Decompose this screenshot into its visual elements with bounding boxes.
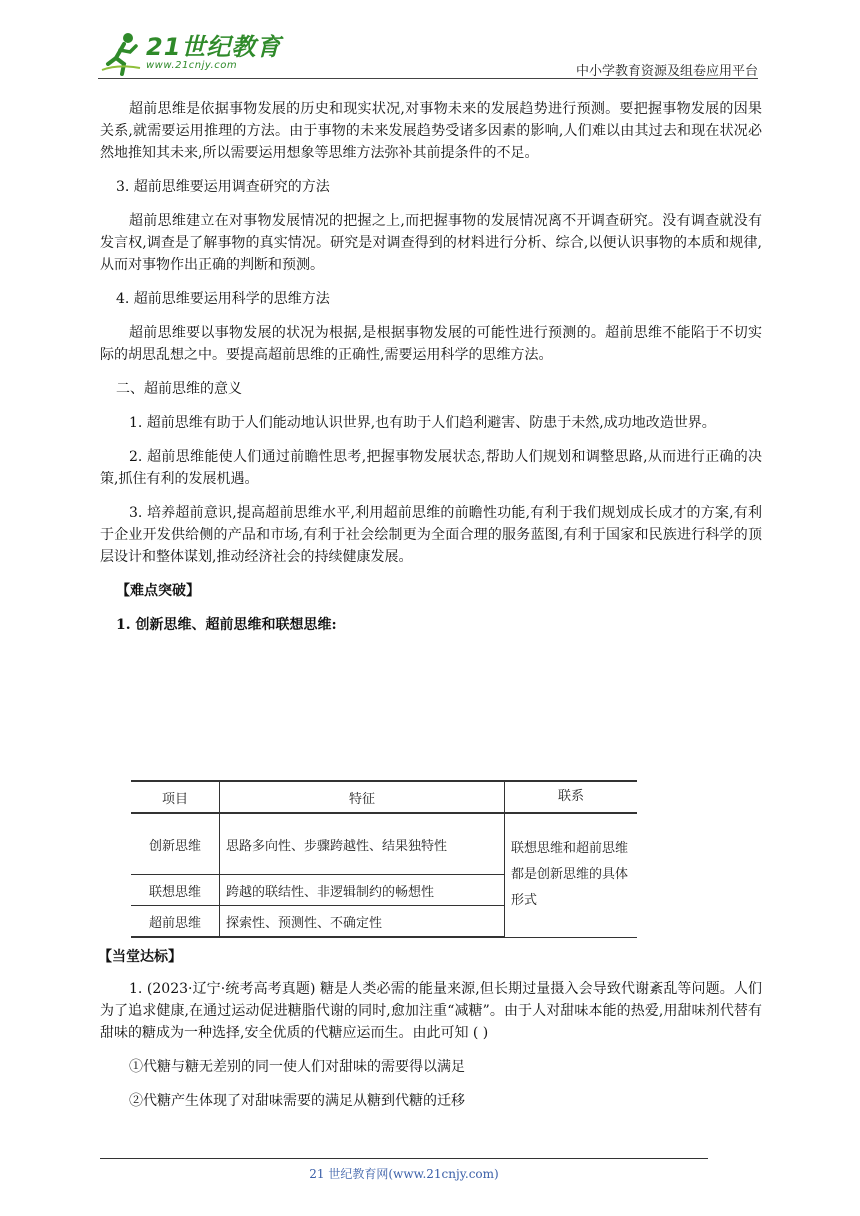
subheading: 4. 超前思维要运用科学的思维方法 — [116, 291, 330, 307]
table-cell-feature: 探索性、预测性、不确定性 — [220, 906, 505, 938]
table-header-item: 项目 — [131, 781, 220, 813]
paragraph: 3. 培养超前意识,提高超前思维水平,利用超前思维的前瞻性功能,有利于我们规划成长成才的方案,有利于企业开发供给侧的产品和市场,有利于社会绘制更为全面合理的服务蓝图,有利于国家和民族进行科学的顶层设计和整体谋划,推动经济社会的持续健康发展。 — [100, 505, 762, 565]
option-1: ①代糖与糖无差别的同一使人们对甜味的需要得以满足 — [129, 1059, 465, 1075]
logo-main-text: 21世纪教育 — [146, 33, 282, 61]
table-header-feature: 特征 — [220, 781, 505, 813]
paragraph: 1. 超前思维有助于人们能动地认识世界,也有助于人们趋利避害、防患于未然,成功地改造世界。 — [129, 415, 716, 431]
platform-name: 中小学教育资源及组卷应用平台 — [575, 64, 758, 79]
table-cell-item: 联想思维 — [131, 875, 220, 906]
practice-title: 【当堂达标】 — [98, 949, 182, 965]
difficulty-item: 1. 创新思维、超前思维和联想思维: — [116, 617, 337, 633]
section-heading: 二、超前思维的意义 — [116, 381, 242, 397]
page-header — [98, 30, 758, 80]
logo-sub-text: www.21cnjy.com — [146, 60, 238, 71]
main-content — [100, 98, 762, 648]
running-person-icon — [98, 30, 144, 76]
footer-divider — [100, 1158, 708, 1159]
table-cell-item: 创新思维 — [131, 813, 220, 875]
site-logo[interactable] — [98, 30, 281, 76]
table-cell-feature: 跨越的联结性、非逻辑制约的畅想性 — [220, 875, 505, 906]
paragraph: 2. 超前思维能使人们通过前瞻性思考,把握事物发展状态,帮助人们规划和调整思路,从而进行正确的决策,抓住有利的发展机遇。 — [100, 449, 762, 487]
table-header-relation: 联系 — [505, 781, 638, 813]
difficulty-title: 【难点突破】 — [116, 583, 200, 599]
comparison-table — [131, 780, 637, 938]
paragraph: 超前思维建立在对事物发展情况的把握之上,而把握事物的发展情况离不开调查研究。没有调查就没有发言权,调查是了解事物的真实情况。研究是对调查得到的材料进行分析、综合,以便认识事物的本质和规律,从而对事物作出正确的判断和预测。 — [100, 213, 762, 273]
footer-link[interactable]: 21 世纪教育网(www.21cnjy.com) — [309, 1167, 499, 1181]
header-divider — [98, 78, 758, 79]
table-cell-item: 超前思维 — [131, 906, 220, 938]
paragraph: 超前思维要以事物发展的状况为根据,是根据事物发展的可能性进行预测的。超前思维不能陷于不切实际的胡思乱想之中。要提高超前思维的正确性,需要运用科学的思维方法。 — [100, 325, 762, 363]
table-row — [131, 813, 637, 875]
practice-section — [100, 946, 762, 1124]
question-stem: 1. (2023·辽宁·统考高考真题) 糖是人类必需的能量来源,但长期过量摄入会导致代谢紊乱等问题。人们为了追求健康,在通过运动促进糖脂代谢的同时,愈加注重“减糖”。由于人对甜味本能的热爱,用甜味剂代替有甜味的糖成为一种选择,安全优质的代糖应运而生。由此可知 ( ) — [100, 981, 762, 1041]
table-cell-relation: 联想思维和超前思维都是创新思维的具体形式 — [505, 813, 638, 937]
subheading: 3. 超前思维要运用调查研究的方法 — [116, 179, 330, 195]
paragraph: 超前思维是依据事物发展的历史和现实状况,对事物未来的发展趋势进行预测。要把握事物发展的因果关系,就需要运用推理的方法。由于事物的未来发展趋势受诸多因素的影响,人们难以由其过去和现在状况必然地推知其未来,所以需要运用想象等思维方法弥补其前提条件的不足。 — [100, 101, 762, 161]
table-cell-feature: 思路多向性、步骤跨越性、结果独特性 — [220, 813, 505, 875]
option-2: ②代糖产生体现了对甜味需要的满足从糖到代糖的迁移 — [129, 1093, 465, 1109]
